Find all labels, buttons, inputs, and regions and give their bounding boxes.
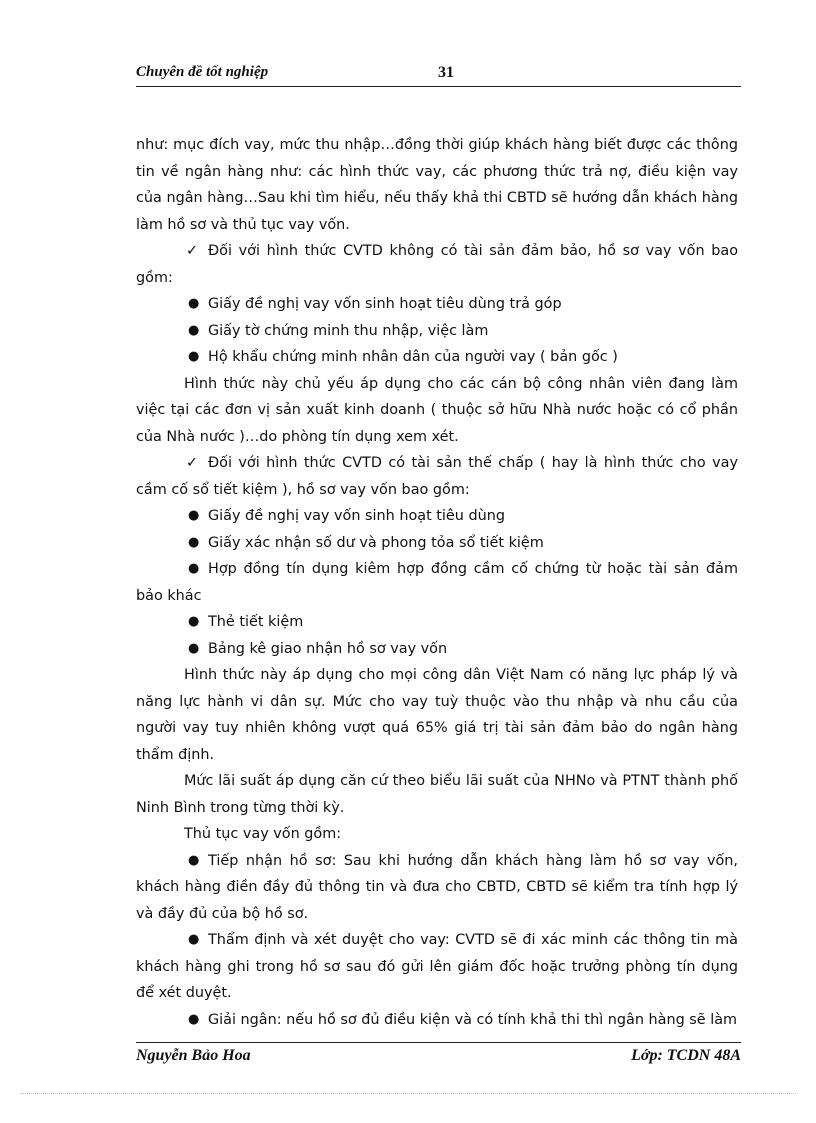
bullet-icon: ● xyxy=(188,1011,200,1027)
bullet-icon: ● xyxy=(188,322,200,338)
footer-author: Nguyễn Bảo Hoa xyxy=(136,1047,251,1064)
procedure-item-2: ● Thẩm định và xét duyệt cho vay: CVTD sẽ đi xác minh các thông tin mà khách hàng ghi trong hồ sơ sau đó gửi lên giám đốc hoặc trưởng phòng tín dụng để xét duyệt. xyxy=(136,927,738,1007)
bullet-icon: ● xyxy=(188,932,200,947)
list-item: ● Giấy đề nghị vay vốn sinh hoạt tiêu dùng xyxy=(136,503,738,530)
paragraph-3: Hình thức này áp dụng cho mọi công dân Việt Nam có năng lực pháp lý và năng lực hành vi dân sự. Mức cho vay tuỳ thuộc vào thu nhập và nhu cầu của người vay tuy nhiên không vượt quá 65% giá trị tài sản đảm bảo do ngân hàng thẩm định. xyxy=(136,667,738,763)
check-item-2-text: Đối với hình thức CVTD có tài sản thế chấp ( hay là hình thức cho vay cầm cố sổ tiết kiệm ), hồ sơ vay vốn bao gồm: xyxy=(136,455,738,498)
bullet-icon: ● xyxy=(188,349,200,364)
list-item: ● Giấy xác nhận số dư và phong tỏa sổ tiết kiệm xyxy=(136,530,738,557)
bullet-icon: ● xyxy=(188,296,200,311)
bullet-icon: ● xyxy=(188,508,200,523)
bullet-icon: ● xyxy=(188,852,200,868)
check-item-1 xyxy=(136,238,738,291)
check-mark-icon: ✓ xyxy=(186,243,199,259)
bullet-icon: ● xyxy=(188,561,200,576)
paragraph-5: Thủ tục vay vốn gồm: xyxy=(184,826,342,842)
header-title: Chuyên đề tốt nghiệp xyxy=(136,64,269,80)
page-header xyxy=(136,62,741,87)
check-item-1-text: Đối với hình thức CVTD không có tài sản đảm bảo, hồ sơ vay vốn bao gồm: xyxy=(136,243,738,286)
bullet-icon: ● xyxy=(188,640,200,656)
page-number: 31 xyxy=(438,64,454,81)
bullet-icon: ● xyxy=(188,534,200,550)
page-bottom-divider xyxy=(20,1093,796,1094)
paragraph-2: Hình thức này chủ yếu áp dụng cho các cán bộ công nhân viên đang làm việc tại các đơn vị sản xuất kinh doanh ( thuộc sở hữu Nhà nước hoặc có cổ phần của Nhà nước )…do phòng tín dụng xem xét. xyxy=(136,375,738,445)
paragraph-4: Mức lãi suất áp dụng căn cứ theo biểu lãi suất của NHNo và PTNT thành phố Ninh Bình trong từng thời kỳ. xyxy=(136,773,738,816)
check-item-2 xyxy=(136,450,738,503)
procedure-item-3: ● Giải ngân: nếu hồ sơ đủ điều kiện và có tính khả thi thì ngân hàng sẽ làm xyxy=(136,1007,738,1034)
page-footer xyxy=(136,1042,741,1069)
footer-class: Lớp: TCDN 48A xyxy=(631,1047,741,1064)
bullet-icon: ● xyxy=(188,614,200,629)
list-item: ● Hộ khẩu chứng minh nhân dân của người vay ( bản gốc ) xyxy=(136,344,738,371)
list-item: ● Giấy đề nghị vay vốn sinh hoạt tiêu dùng trả góp xyxy=(136,291,738,318)
list-item: ● Hợp đồng tín dụng kiêm hợp đồng cầm cố chứng từ hoặc tài sản đảm bảo khác xyxy=(136,556,738,609)
page-body xyxy=(136,132,738,1033)
check-mark-icon: ✓ xyxy=(186,455,199,471)
procedure-item-1: ● Tiếp nhận hồ sơ: Sau khi hướng dẫn khách hàng làm hồ sơ vay vốn, khách hàng điền đầy đủ thông tin và đưa cho CBTD, CBTD sẽ kiểm tra tính hợp lý và đầy đủ của bộ hồ sơ. xyxy=(136,848,738,928)
list-item: ● Thẻ tiết kiệm xyxy=(136,609,738,636)
paragraph-1: như: mục đích vay, mức thu nhập…đồng thời giúp khách hàng biết được các thông tin về ngân hàng như: các hình thức vay, các phương thức trả nợ, điều kiện vay của ngân hàng…Sau khi tìm hiểu, nếu thấy khả thi CBTD sẽ hướng dẫn khách hàng làm hồ sơ và thủ tục vay vốn. xyxy=(136,137,738,233)
list-item: ● Giấy tờ chứng minh thu nhập, việc làm xyxy=(136,318,738,345)
list-item: ● Bảng kê giao nhận hồ sơ vay vốn xyxy=(136,636,738,663)
